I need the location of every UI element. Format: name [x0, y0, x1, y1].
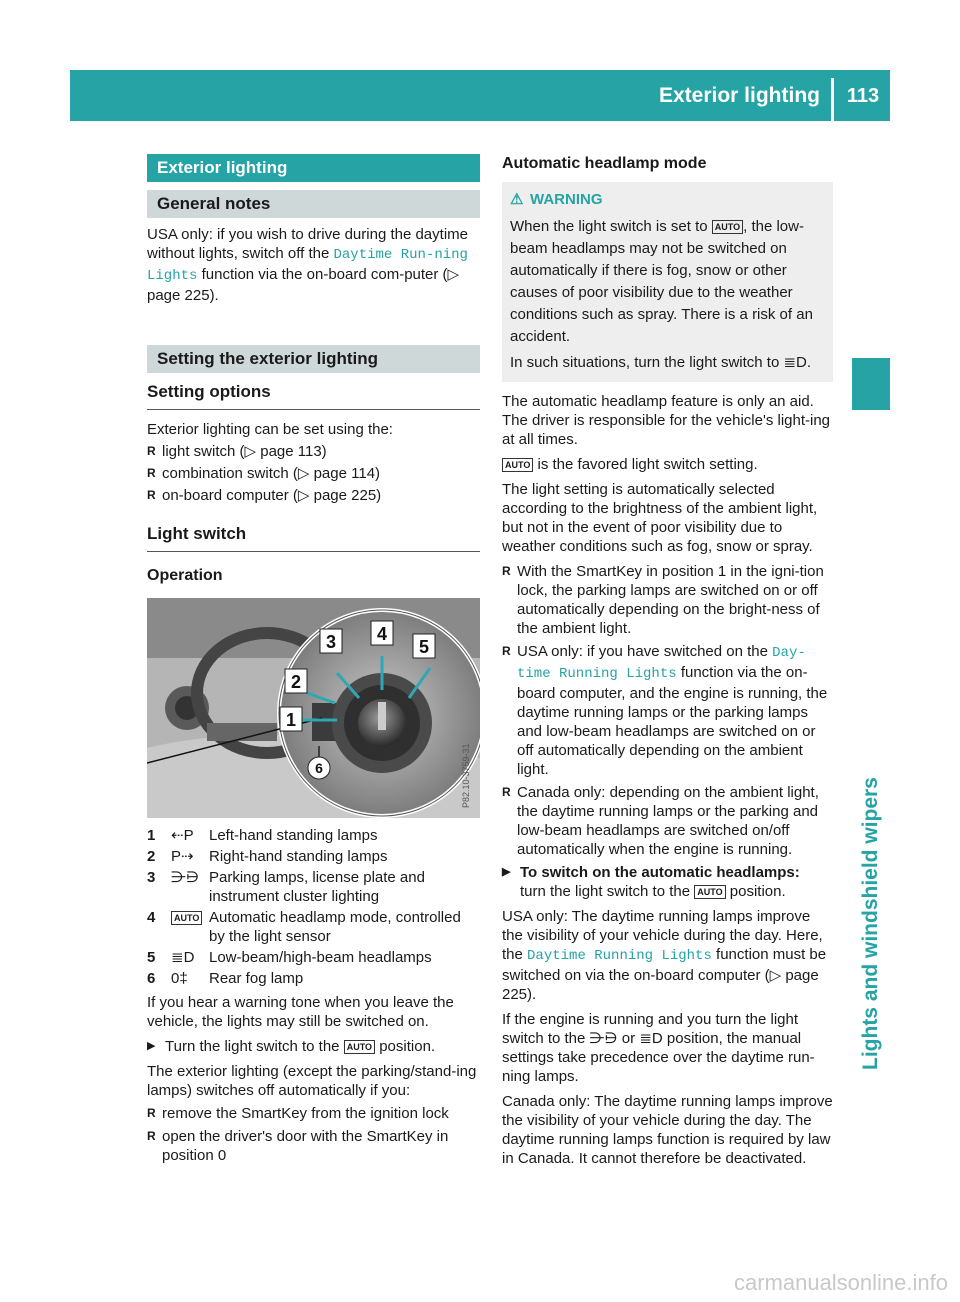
canada-daytime-text: Canada only: The daytime running lamps improve the visibility of your vehicle during the day. The daytime running lamps function is required by law in Canada. It cannot therefore be deactivated. — [502, 1093, 833, 1167]
legend-list — [147, 826, 480, 988]
callout-1: 1 — [285, 710, 297, 730]
switch-on-auto-instruction: turn the light switch to the AUTO position. — [520, 883, 786, 900]
auto-mode-icon: AUTO — [171, 911, 202, 925]
low-beam-icon: ≣D — [783, 354, 807, 371]
heading-light-switch: Light switch — [147, 523, 480, 552]
list-item: R remove the SmartKey from the ignition lock — [147, 1104, 480, 1123]
list-item: R open the driver's door with the SmartKey in position 0 — [147, 1127, 480, 1165]
watermark: carmanualsonline.info — [733, 1270, 948, 1295]
low-beam-icon: ≣D — [171, 949, 195, 966]
parking-lamps-icon: ⋺⋻ — [171, 869, 200, 886]
left-column — [147, 154, 480, 1165]
legend-item: 1 ⇠P Left-hand standing lamps — [147, 827, 378, 844]
legend-item: 6 0‡ Rear fog lamp — [147, 970, 304, 987]
setting-options-list — [147, 442, 480, 505]
right-standing-lamps-icon: P⇢ — [171, 848, 194, 865]
warning-text: When the light switch is set to AUTO , the low-beam headlamps may not be switched on automatically if there is fog, snow or other causes of poor visibility due to the weather conditions such as spray. There is a risk of an accident. — [510, 218, 813, 345]
auto-off-text: The exterior lighting (except the parking/stand-ing lamps) switches off automatically if you: — [147, 1063, 477, 1099]
header-title: Exterior lighting — [658, 84, 820, 107]
turn-instruction: ▶ Turn the light switch to the AUTO position. — [147, 1037, 480, 1056]
header-divider — [831, 78, 834, 121]
list-item: R USA only: if you have switched on the Day‐time Running Lights function via the on-board computer, and the engine is running, the daytime running lamps or the parking lamps and low-beam headlamps are switched on or off automatically depending on the ambient light. — [502, 642, 833, 779]
list-item: R With the SmartKey in position 1 in the igni-tion lock, the parking lamps are switched on or off automatically depending on the bright-ness of the ambient light. — [502, 562, 833, 638]
warning-tone-text: If you hear a warning tone when you leave the vehicle, the lights may still be switched on. — [147, 994, 454, 1030]
switch-on-auto-title: ▶ To switch on the automatic headlamps: — [502, 863, 833, 882]
daytime-running-lights-link[interactable]: Daytime Running Lights — [527, 948, 712, 964]
low-beam-icon: ≣D — [639, 1030, 663, 1047]
legend-item: 4 AUTO Automatic headlamp mode, controlled by the light sensor — [147, 909, 461, 945]
heading-operation: Operation — [147, 567, 223, 584]
image-code: P82.10-3759-31 — [461, 743, 471, 808]
auto-feature-aid-text: The automatic headlamp feature is only an aid. The driver is responsible for the vehicle's light-ing at all times. — [502, 393, 831, 448]
warning-box — [502, 182, 833, 382]
manual-precedence-text: If the engine is running and you turn the light switch to the ⋺⋻ or ≣D position, the manual settings take precedence over the daytime run-ning lamps. — [502, 1011, 815, 1085]
list-item: R combination switch (▷ page 114) — [147, 464, 480, 483]
callout-2: 2 — [290, 672, 302, 692]
usa-daytime-text: USA only: The daytime running lamps improve the visibility of your vehicle during the day. Here, the Daytime Running Lights function must be switched on via the on-board computer (▷ page 225). — [502, 908, 827, 1003]
parking-lamps-icon: ⋺⋻ — [589, 1030, 618, 1047]
section-bar-setting-exterior-lighting: Setting the exterior lighting — [147, 345, 480, 373]
callout-3: 3 — [325, 632, 337, 652]
auto-off-list — [147, 1104, 480, 1165]
daytime-running-lights-link[interactable]: Day‐time Running Lights — [517, 645, 806, 682]
callout-5: 5 — [418, 637, 430, 657]
favored-setting-text: AUTO is the favored light switch setting. — [502, 455, 833, 474]
setting-intro: Exterior lighting can be set using the: — [147, 421, 393, 438]
auto-icon: AUTO — [712, 220, 743, 234]
auto-conditions-list — [502, 562, 833, 859]
warning-instruction: In such situations, turn the light switch to ≣D. — [510, 354, 812, 371]
legend-item: 3 ⋺⋻ Parking lamps, license plate and instrument cluster lighting — [147, 869, 425, 905]
list-item: R light switch (▷ page 113) — [147, 442, 480, 461]
chapter-tab-label: Lights and windshield wipers — [859, 777, 882, 1070]
auto-icon: AUTO — [694, 885, 725, 899]
legend-item: 2 P⇢ Right-hand standing lamps — [147, 848, 388, 865]
legend-item: 5 ≣D Low-beam/high-beam headlamps — [147, 949, 432, 966]
light-switch-photo — [147, 598, 480, 818]
page-number: 113 — [846, 85, 880, 107]
page-header — [70, 70, 890, 121]
heading-setting-options: Setting options — [147, 381, 480, 410]
auto-selection-text: The light setting is automatically selected according to the brightness of the ambient light, but not in the event of poor visibility due to weather conditions such as fog, snow or spray. — [502, 481, 818, 555]
rear-fog-lamp-icon: 0‡ — [171, 970, 188, 987]
list-item: R on-board computer (▷ page 225) — [147, 486, 480, 505]
section-bar-general-notes: General notes — [147, 190, 480, 218]
right-column — [502, 154, 833, 1168]
general-notes-text: USA only: if you wish to drive during the daytime without lights, switch off the Daytime Run‐ning Lights function via the on-board com-puter (▷ page 225). — [147, 226, 468, 304]
heading-automatic-headlamp-mode: Automatic headlamp mode — [502, 155, 707, 172]
warning-title: ⚠ WARNING — [510, 190, 825, 210]
callout-6: 6 — [315, 760, 323, 776]
auto-icon: AUTO — [502, 458, 533, 472]
section-bar-exterior-lighting: Exterior lighting — [147, 154, 480, 182]
callout-4: 4 — [376, 624, 388, 644]
left-standing-lamps-icon: ⇠P — [171, 827, 194, 844]
light-switch-illustration — [147, 598, 480, 818]
daytime-running-lights-link[interactable]: Daytime Run‐ning Lights — [147, 247, 468, 284]
chapter-tab-marker — [852, 358, 890, 410]
list-item: R Canada only: depending on the ambient light, the daytime running lamps or the parking and low-beam headlamps are switched on/off automatically when the engine is running. — [502, 783, 833, 859]
auto-icon: AUTO — [344, 1040, 375, 1054]
